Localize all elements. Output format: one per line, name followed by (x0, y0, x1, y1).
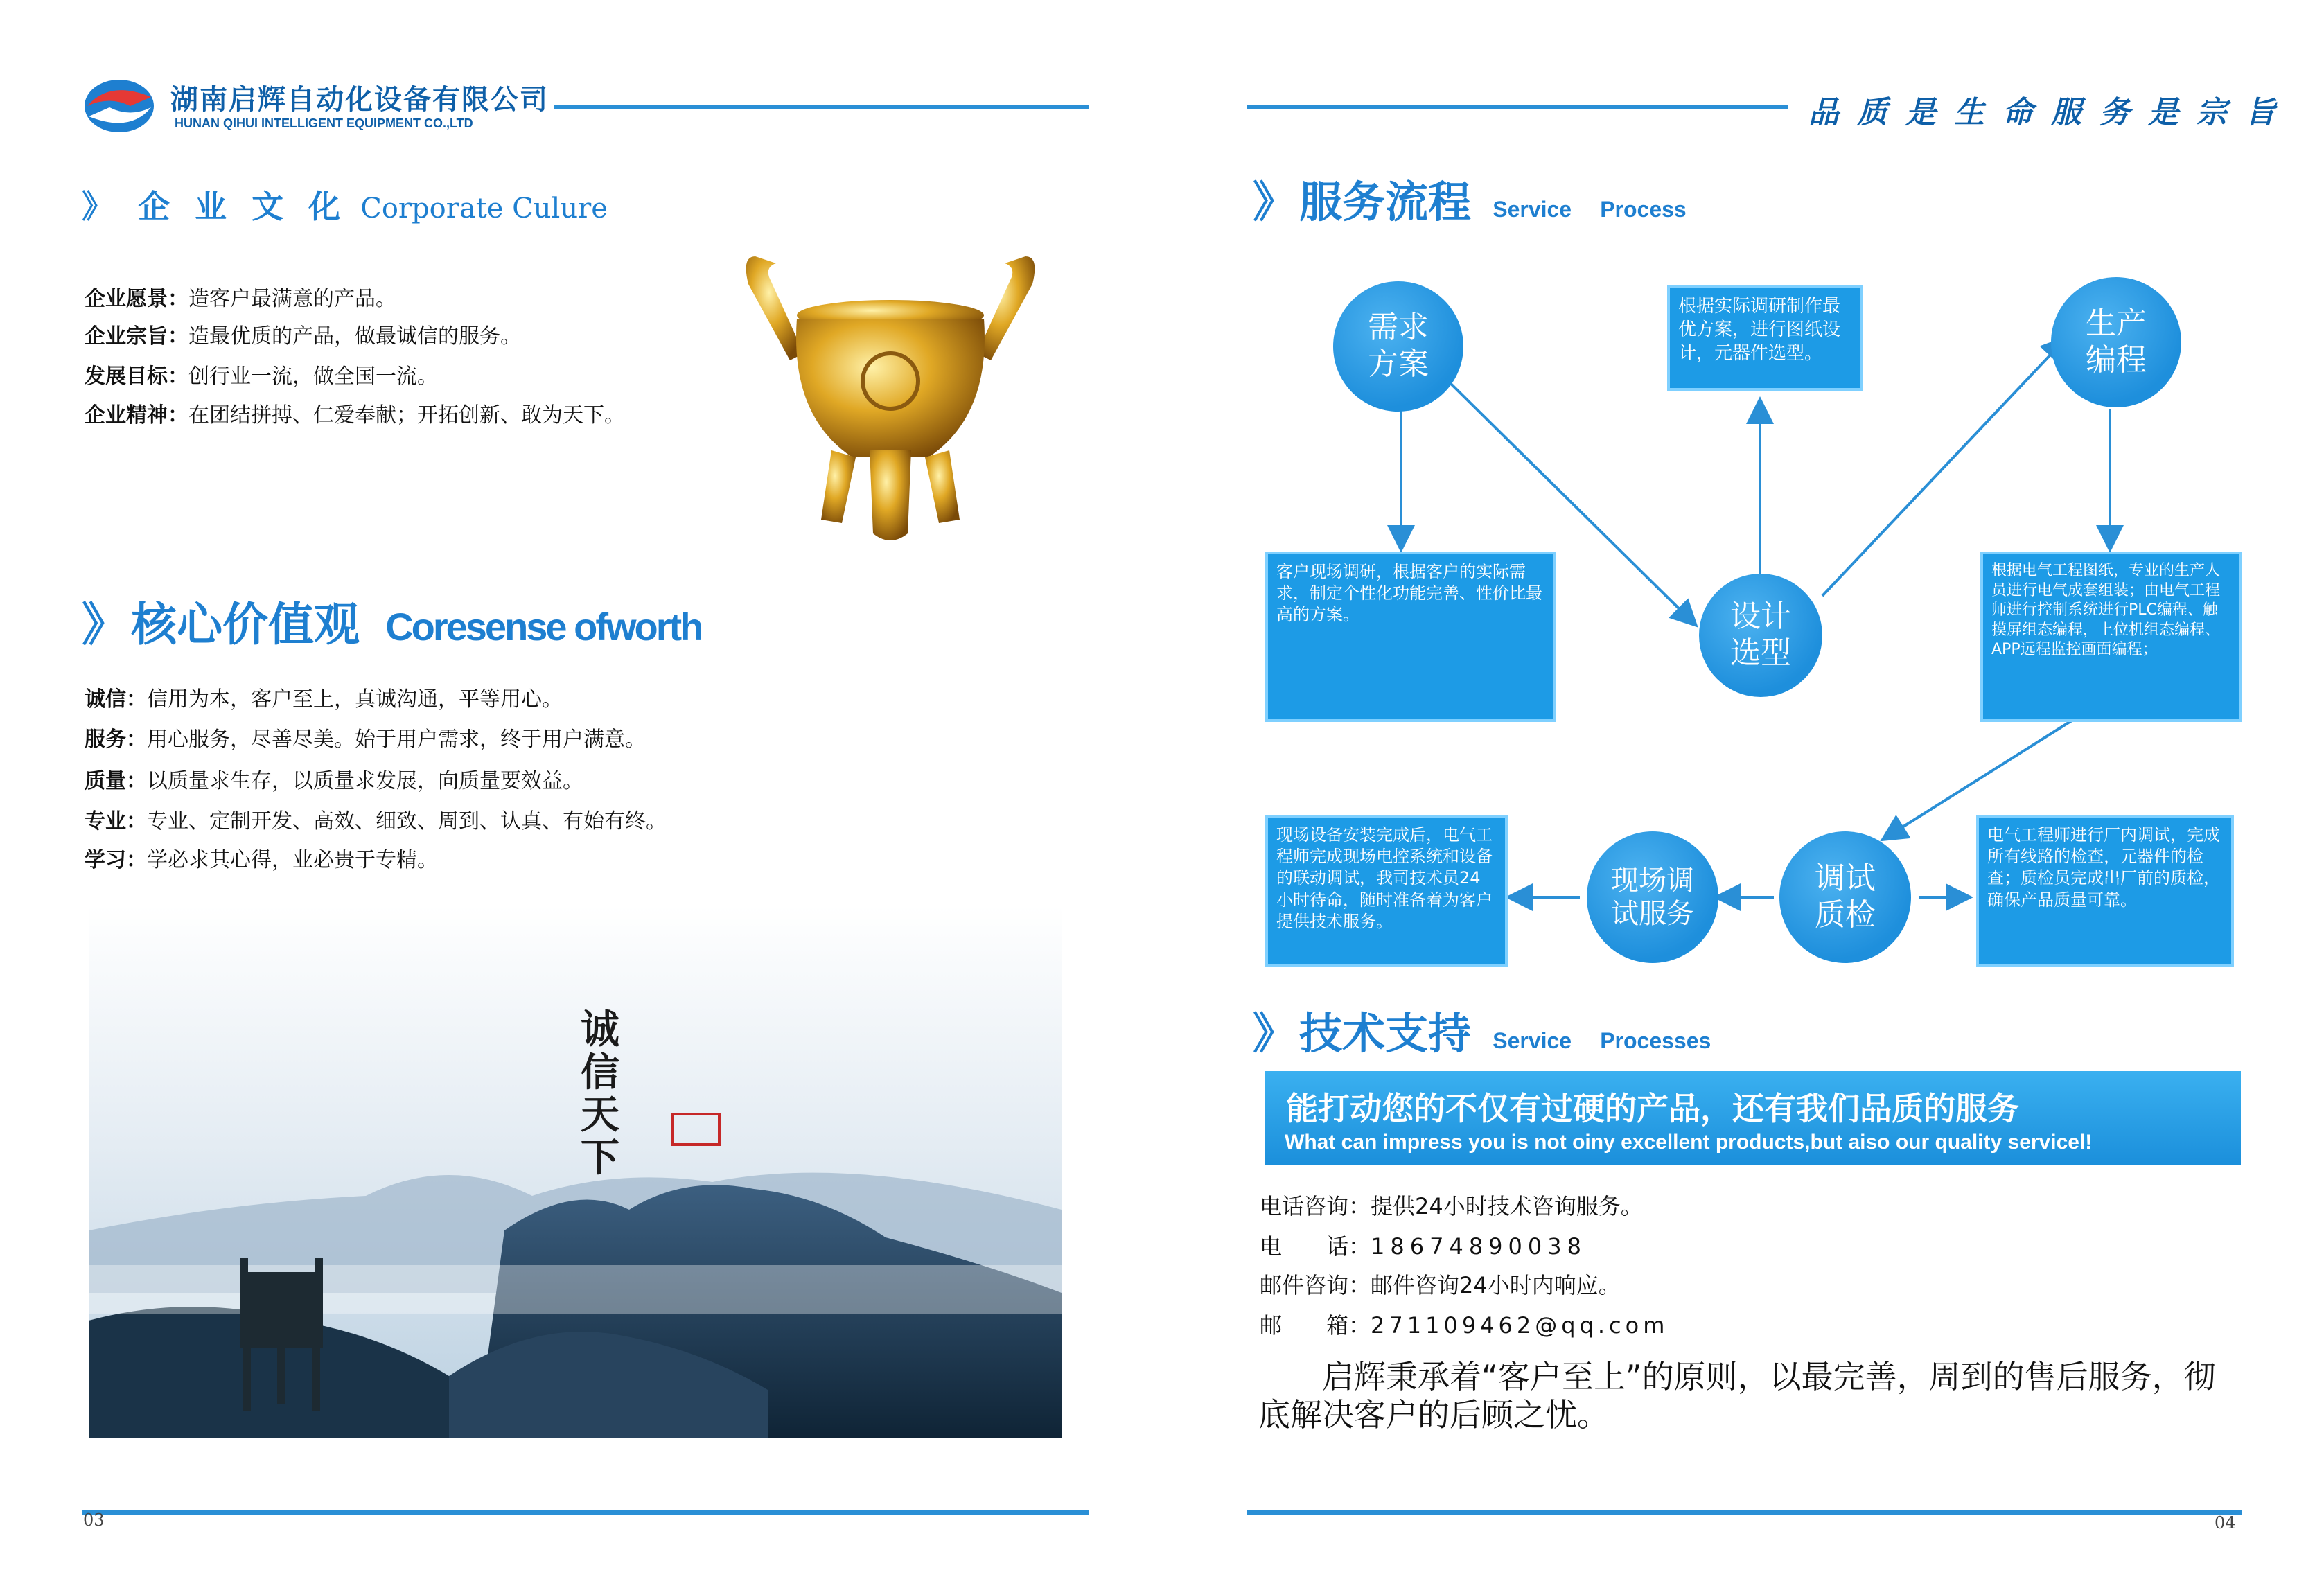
calligraphy-text: 诚信天下 (581, 1007, 619, 1181)
contact-email-service: 邮件咨询：邮件咨询24小时内响应。 (1260, 1272, 1621, 1298)
contact-email: 邮 箱：271109462@qq.com (1260, 1312, 1669, 1339)
values-item: 学习：学必求其心得，业必贵于专精。 (85, 848, 438, 872)
culture-title-cn: 企 业 文 化 (138, 188, 348, 225)
contact-phone-service: 电话咨询：提供24小时技术咨询服务。 (1260, 1193, 1643, 1219)
step-demand: 需求方案 (1333, 281, 1463, 412)
box-install: 现场设备安装完成后，电气工程师完成现场电控系统和设备的联动调试，我司技术员24小时待命，随时准备着为客户提供技术服务。 (1265, 815, 1508, 967)
values-item: 专业：专业、定制开发、高效、细致、周到、认真、有始有终。 (85, 809, 667, 833)
values-title-en: Coresense ofworth (385, 605, 702, 649)
support-title-en-2: Processes (1600, 1028, 1711, 1053)
step-qc: 调试质检 (1779, 831, 1911, 963)
contact-phone: 电 话：18674890038 (1260, 1233, 1587, 1260)
slogan: 品质是生命服务是宗旨 (1808, 95, 2294, 130)
page-number-left: 03 (83, 1510, 105, 1530)
step-field-service: 现场调试服务 (1587, 831, 1718, 963)
culture-item: 企业宗旨：造最优质的产品，做最诚信的服务。 (85, 324, 521, 349)
values-item: 服务：用心服务，尽善尽美。始于用户需求，终于用户满意。 (85, 727, 646, 752)
culture-item: 发展目标：创行业一流，做全国一流。 (85, 364, 438, 389)
section-arrow-icon: 》 (1253, 177, 1296, 227)
closing-statement: 启辉秉承着“客户至上”的原则，以最完善，周到的售后服务，彻底解决客户的后顾之忧。 (1258, 1358, 2216, 1434)
section-arrow-icon: 》 (1253, 1008, 1296, 1059)
culture-item: 企业精神：在团结拼搏、仁爱奉献；开拓创新、敢为天下。 (85, 403, 625, 427)
values-title-cn: 核心价值观 (131, 598, 360, 651)
process-title-en-2: Process (1600, 197, 1687, 222)
support-banner (1265, 1071, 2241, 1165)
box-research: 根据实际调研制作最优方案，进行图纸设计，元器件选型。 (1667, 285, 1863, 391)
section-arrow-icon: 》 (82, 188, 114, 225)
page-number-right: 04 (2215, 1513, 2236, 1533)
step-produce: 生产编程 (2051, 277, 2181, 407)
footer-divider-right (1247, 1510, 2242, 1515)
process-title-en-1: Service (1493, 197, 1572, 222)
values-item: 质量：以质量求生存，以质量求发展，向质量要效益。 (85, 769, 583, 793)
box-program: 根据电气工程图纸，专业的生产人员进行电气成套组装；由电气工程师进行控制系统进行PLC编程、触摸屏组态编程，上位机组态编程、APP远程监控画面编程； (1980, 552, 2242, 722)
culture-title-en: Corporate Culure (360, 193, 608, 224)
step-design: 设计选型 (1699, 574, 1822, 697)
support-title-cn: 技术支持 (1299, 1008, 1472, 1059)
company-name-en: HUNAN QIHUI INTELLIGENT EQUIPMENT CO.,LTD (175, 116, 473, 130)
process-title-cn: 服务流程 (1299, 177, 1472, 227)
company-name-cn: 湖南启辉自动化设备有限公司 (170, 84, 549, 116)
banner-text-en: What can impress you is not oiny excellent products,but aiso our quality servicel! (1285, 1131, 2093, 1154)
banner-text-cn: 能打动您的不仅有过硬的产品，还有我们品质的服务 (1286, 1090, 2019, 1127)
box-survey: 客户现场调研，根据客户的实际需求，制定个性化功能完善、性价比最高的方案。 (1265, 552, 1556, 722)
section-arrow-icon: 》 (82, 598, 127, 651)
support-title-en-1: Service (1493, 1028, 1572, 1053)
box-inspect: 电气工程师进行厂内调试，完成所有线路的检查，元器件的检查；质检员完成出厂前的质检，确保产品质量可靠。 (1976, 815, 2234, 967)
culture-item: 企业愿景：造客户最满意的产品。 (85, 287, 396, 311)
footer-divider-left (82, 1510, 1089, 1515)
section-support-header (1253, 999, 1711, 1061)
values-item: 诚信：信用为本，客户至上，真诚沟通，平等用心。 (85, 687, 563, 712)
